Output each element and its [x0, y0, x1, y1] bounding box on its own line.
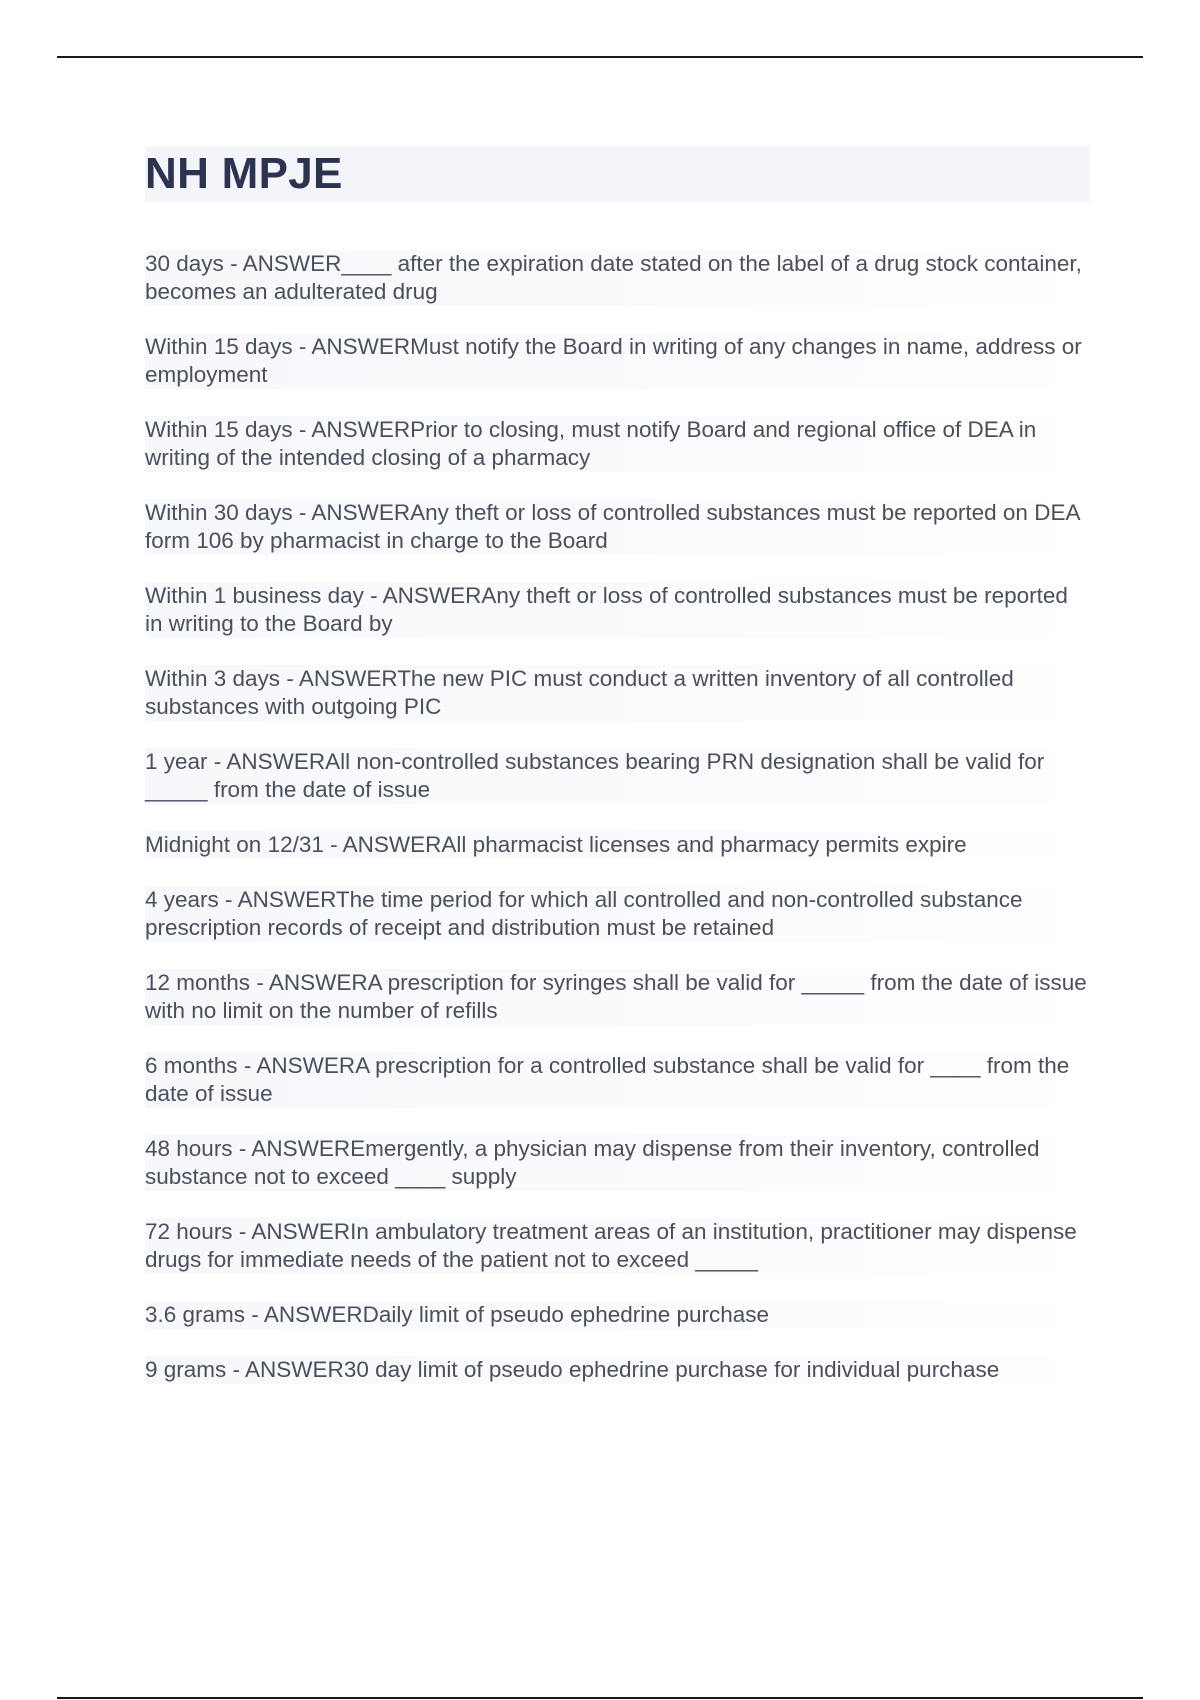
document-body: [145, 146, 1090, 1411]
qa-answer-marker: ANSWER: [226, 749, 326, 774]
qa-item: [145, 1301, 1090, 1329]
qa-question: All pharmacist licenses and pharmacy permits expire: [441, 832, 967, 857]
qa-item: [145, 969, 1090, 1025]
qa-answer-marker: ANSWER: [242, 251, 342, 276]
qa-item: [145, 1135, 1090, 1191]
qa-separator: -: [292, 417, 312, 442]
qa-answer: 1 year: [145, 749, 208, 774]
qa-answer: 48 hours: [145, 1136, 233, 1161]
qa-answer-marker: ANSWER: [342, 832, 442, 857]
qa-item: [145, 1052, 1090, 1108]
qa-answer-marker: ANSWER: [311, 417, 411, 442]
bottom-rule: [57, 1697, 1143, 1699]
qa-answer: Within 30 days: [145, 500, 293, 525]
title-band: [145, 146, 1090, 202]
qa-answer-marker: ANSWER: [263, 1302, 363, 1327]
top-rule: [57, 56, 1143, 58]
qa-item: [145, 1218, 1090, 1274]
qa-question: Prior to closing, must notify Board and regional office of DEA in writing of the intended closing of a pharmacy: [145, 417, 1037, 470]
qa-question: The new PIC must conduct a written inventory of all controlled substances with outgoing PIC: [145, 666, 1014, 719]
qa-question: In ambulatory treatment areas of an institution, practitioner may dispense drugs for immediate needs of the patient not to exceed _____: [145, 1219, 1077, 1272]
qa-separator: -: [250, 970, 269, 995]
qa-answer-marker: ANSWER: [382, 583, 482, 608]
qa-item: [145, 886, 1090, 942]
qa-separator: -: [363, 583, 383, 608]
qa-question: Any theft or loss of controlled substances must be reported on DEA form 106 by pharmacist in charge to the Board: [145, 500, 1080, 553]
qa-answer: 6 months: [145, 1053, 238, 1078]
qa-item: [145, 748, 1090, 804]
qa-answer: Midnight on 12/31: [145, 832, 324, 857]
qa-answer-marker: ANSWER: [298, 666, 398, 691]
qa-question: A prescription for syringes shall be valid for _____ from the date of issue with no limit on the number of refills: [145, 970, 1087, 1023]
qa-answer-marker: ANSWER: [237, 887, 336, 912]
qa-answer: Within 15 days: [145, 417, 293, 442]
qa-item: [145, 499, 1090, 555]
qa-answer: 12 months: [145, 970, 251, 995]
qa-answer-marker: ANSWER: [251, 1136, 351, 1161]
qa-question: 30 day limit of pseudo ephedrine purchase for individual purchase: [343, 1357, 1000, 1382]
qa-item: [145, 831, 1090, 859]
qa-question: Must notify the Board in writing of any changes in name, address or employment: [145, 334, 1082, 387]
qa-item: [145, 665, 1090, 721]
qa-separator: -: [292, 500, 312, 525]
qa-question: All non-controlled substances bearing PRN designation shall be valid for _____ from the date of issue: [145, 749, 1045, 802]
qa-question: Emergently, a physician may dispense from their inventory, controlled substance not to exceed ____ supply: [145, 1136, 1040, 1189]
qa-separator: -: [280, 666, 299, 691]
qa-separator: -: [207, 749, 227, 774]
qa-question: The time period for which all controlled and non-controlled substance prescription records of receipt and distribution must be retained: [145, 887, 1023, 940]
qa-separator: -: [232, 1219, 252, 1244]
qa-answer-marker: ANSWER: [268, 970, 368, 995]
qa-answer-marker: ANSWER: [251, 1219, 351, 1244]
qa-answer-marker: ANSWER: [245, 1357, 344, 1382]
qa-answer: 3.6 grams: [145, 1302, 246, 1327]
qa-question: Any theft or loss of controlled substances must be reported in writing to the Board by: [145, 583, 1068, 636]
qa-item: [145, 416, 1090, 472]
qa-question: A prescription for a controlled substance shall be valid for ____ from the date of issue: [145, 1053, 1070, 1106]
qa-answer: Within 3 days: [145, 666, 281, 691]
qa-separator: -: [245, 1302, 264, 1327]
qa-answer: 9 grams: [145, 1357, 227, 1382]
qa-item: [145, 582, 1090, 638]
qa-list: [145, 250, 1090, 1384]
qa-answer: 30 days: [145, 251, 224, 276]
qa-question: Daily limit of pseudo ephedrine purchase: [362, 1302, 770, 1327]
qa-answer: Within 15 days: [145, 334, 293, 359]
qa-answer: 4 years: [145, 887, 219, 912]
qa-separator: -: [237, 1053, 257, 1078]
qa-item: [145, 250, 1090, 306]
qa-separator: -: [226, 1357, 246, 1382]
qa-separator: -: [292, 334, 312, 359]
qa-answer-marker: ANSWER: [256, 1053, 356, 1078]
qa-separator: -: [232, 1136, 252, 1161]
qa-answer: 72 hours: [145, 1219, 233, 1244]
qa-item: [145, 1356, 1090, 1384]
qa-separator: -: [223, 251, 243, 276]
qa-separator: -: [323, 832, 343, 857]
qa-item: [145, 333, 1090, 389]
qa-question: ____ after the expiration date stated on the label of a drug stock container, becomes an adulterated drug: [145, 251, 1082, 304]
qa-answer-marker: ANSWER: [311, 500, 411, 525]
qa-answer-marker: ANSWER: [311, 334, 411, 359]
qa-separator: -: [218, 887, 238, 912]
page-title: NH MPJE: [145, 149, 343, 198]
qa-answer: Within 1 business day: [145, 583, 364, 608]
